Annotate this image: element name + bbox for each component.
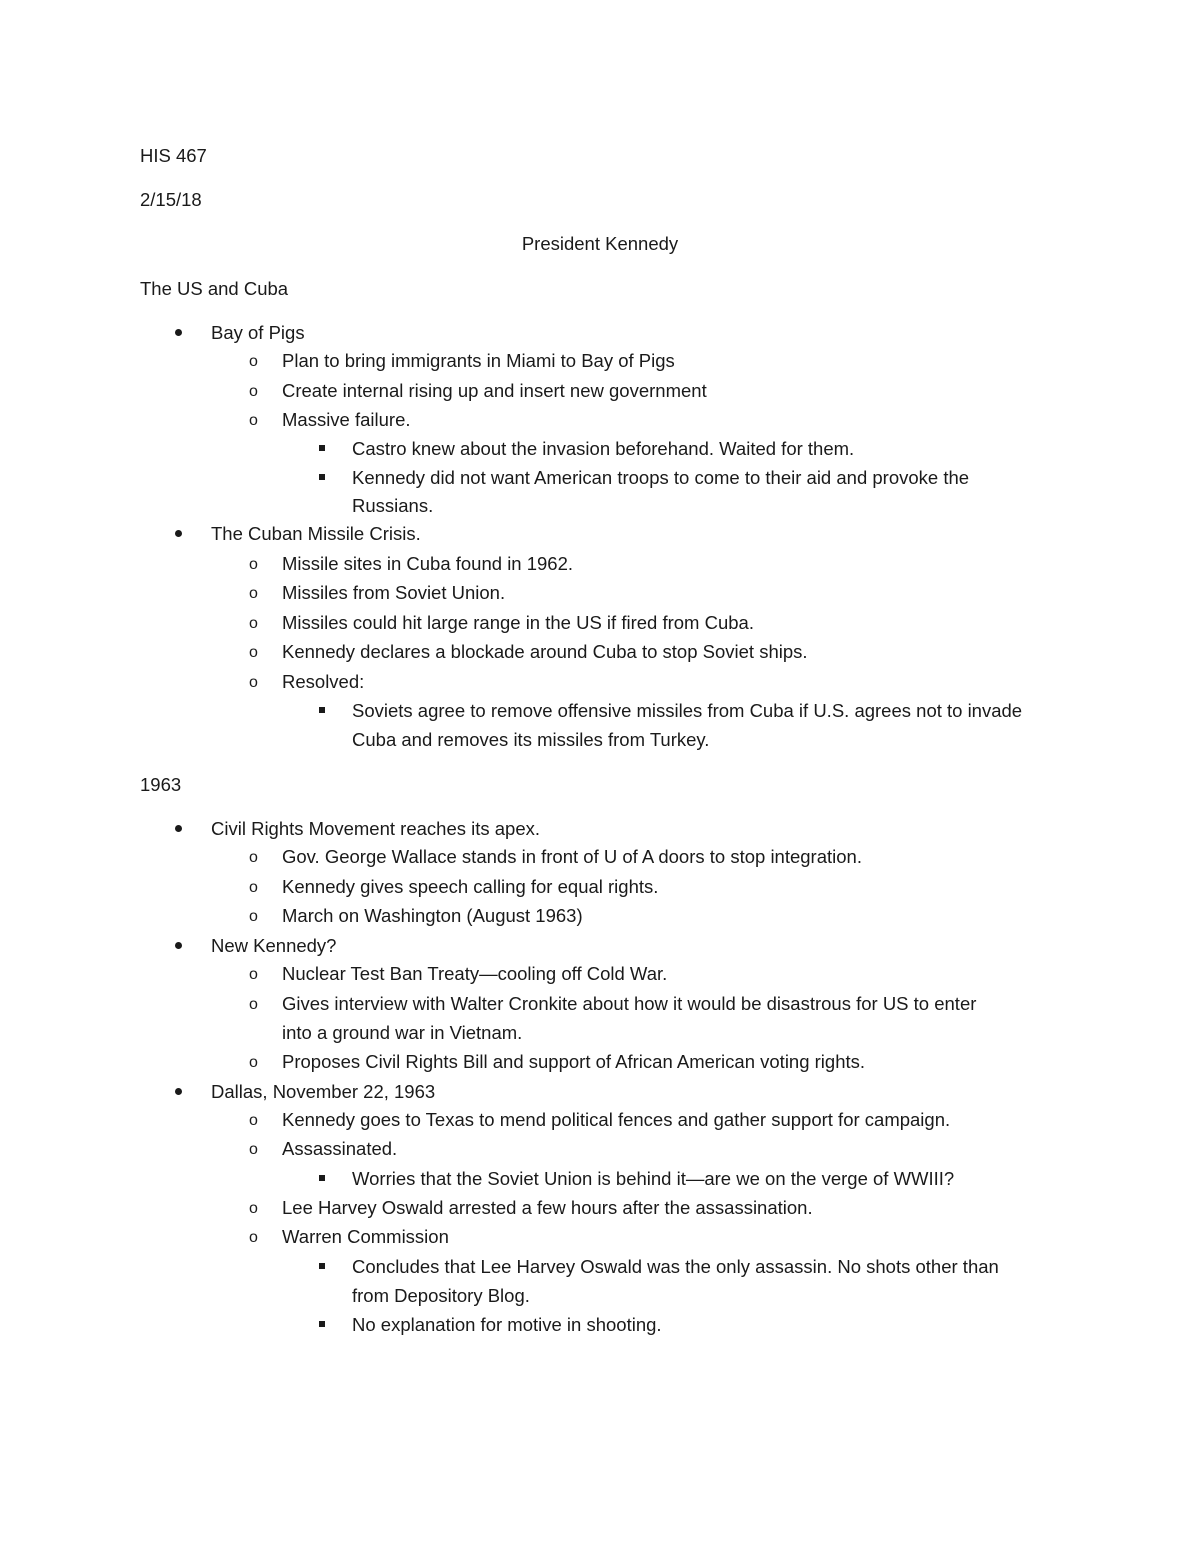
list-item-cuban-missile-crisis: The Cuban Missile Crisis. [211,523,421,544]
sub-bullet-marker: o [249,674,258,691]
square-bullet-marker [319,1263,325,1269]
section-heading-1963: 1963 [140,774,182,795]
bullet-marker [175,329,182,336]
list-item: Soviets agree to remove offensive missiles from Cuba if U.S. agrees not to invade [352,700,1023,721]
list-item: Kennedy declares a blockade around Cuba to stop Soviet ships. [282,641,808,662]
sub-bullet-marker: o [249,1229,258,1246]
list-item: Kennedy goes to Texas to mend political fences and gather support for campaign. [282,1109,951,1130]
section-heading-cuba: The US and Cuba [140,278,289,299]
list-item: Concludes that Lee Harvey Oswald was the only assassin. No shots other than [352,1256,999,1277]
bullet-marker [175,942,182,949]
list-item: Massive failure. [282,409,411,430]
list-item: Gives interview with Walter Cronkite about how it would be disastrous for US to enter [282,993,977,1014]
sub-bullet-marker: o [249,1112,258,1129]
list-item: Worries that the Soviet Union is behind it—are we on the verge of WWIII? [352,1168,955,1189]
list-item: Assassinated. [282,1138,398,1159]
list-item: Create internal rising up and insert new government [282,380,707,401]
list-item: Proposes Civil Rights Bill and support of African American voting rights. [282,1051,866,1072]
page-title: President Kennedy [521,233,679,254]
list-item-continuation: from Depository Blog. [352,1285,530,1306]
sub-bullet-marker: o [249,966,258,983]
list-item: Missile sites in Cuba found in 1962. [282,553,574,574]
list-item: Plan to bring immigrants in Miami to Bay of Pigs [282,350,675,371]
square-bullet-marker [319,1321,325,1327]
list-item: Nuclear Test Ban Treaty—cooling off Cold War. [282,963,668,984]
sub-bullet-marker: o [249,908,258,925]
list-item: Kennedy gives speech calling for equal rights. [282,876,659,897]
list-item: Resolved: [282,671,365,692]
sub-bullet-marker: o [249,1054,258,1071]
bullet-marker [175,530,182,537]
list-item-dallas: Dallas, November 22, 1963 [211,1081,436,1102]
list-item: Kennedy did not want American troops to come to their aid and provoke the [352,467,970,488]
sub-bullet-marker: o [249,353,258,370]
sub-bullet-marker: o [249,556,258,573]
sub-bullet-marker: o [249,1141,258,1158]
note-date: 2/15/18 [140,189,202,210]
square-bullet-marker [319,1175,325,1181]
list-item: No explanation for motive in shooting. [352,1314,662,1335]
sub-bullet-marker: o [249,996,258,1013]
list-item: Gov. George Wallace stands in front of U of A doors to stop integration. [282,846,862,867]
square-bullet-marker [319,474,325,480]
list-item: March on Washington (August 1963) [282,905,583,926]
course-code: HIS 467 [140,145,207,166]
list-item-civil-rights: Civil Rights Movement reaches its apex. [211,818,541,839]
bullet-marker [175,825,182,832]
bullet-marker [175,1088,182,1095]
list-item-continuation: Cuba and removes its missiles from Turkey. [352,729,710,750]
sub-bullet-marker: o [249,879,258,896]
list-item-new-kennedy: New Kennedy? [211,935,337,956]
list-item-continuation: into a ground war in Vietnam. [282,1022,523,1043]
list-item: Missiles from Soviet Union. [282,582,506,603]
sub-bullet-marker: o [249,644,258,661]
list-item: Missiles could hit large range in the US if fired from Cuba. [282,612,754,633]
list-item: Warren Commission [282,1226,449,1247]
square-bullet-marker [319,707,325,713]
list-item: Lee Harvey Oswald arrested a few hours after the assassination. [282,1197,813,1218]
sub-bullet-marker: o [249,585,258,602]
list-item-bay-of-pigs: Bay of Pigs [211,322,305,343]
sub-bullet-marker: o [249,383,258,400]
square-bullet-marker [319,445,325,451]
sub-bullet-marker: o [249,849,258,866]
sub-bullet-marker: o [249,1200,258,1217]
sub-bullet-marker: o [249,412,258,429]
list-item: Castro knew about the invasion beforehand. Waited for them. [352,438,855,459]
list-item-continuation: Russians. [352,495,434,516]
sub-bullet-marker: o [249,615,258,632]
